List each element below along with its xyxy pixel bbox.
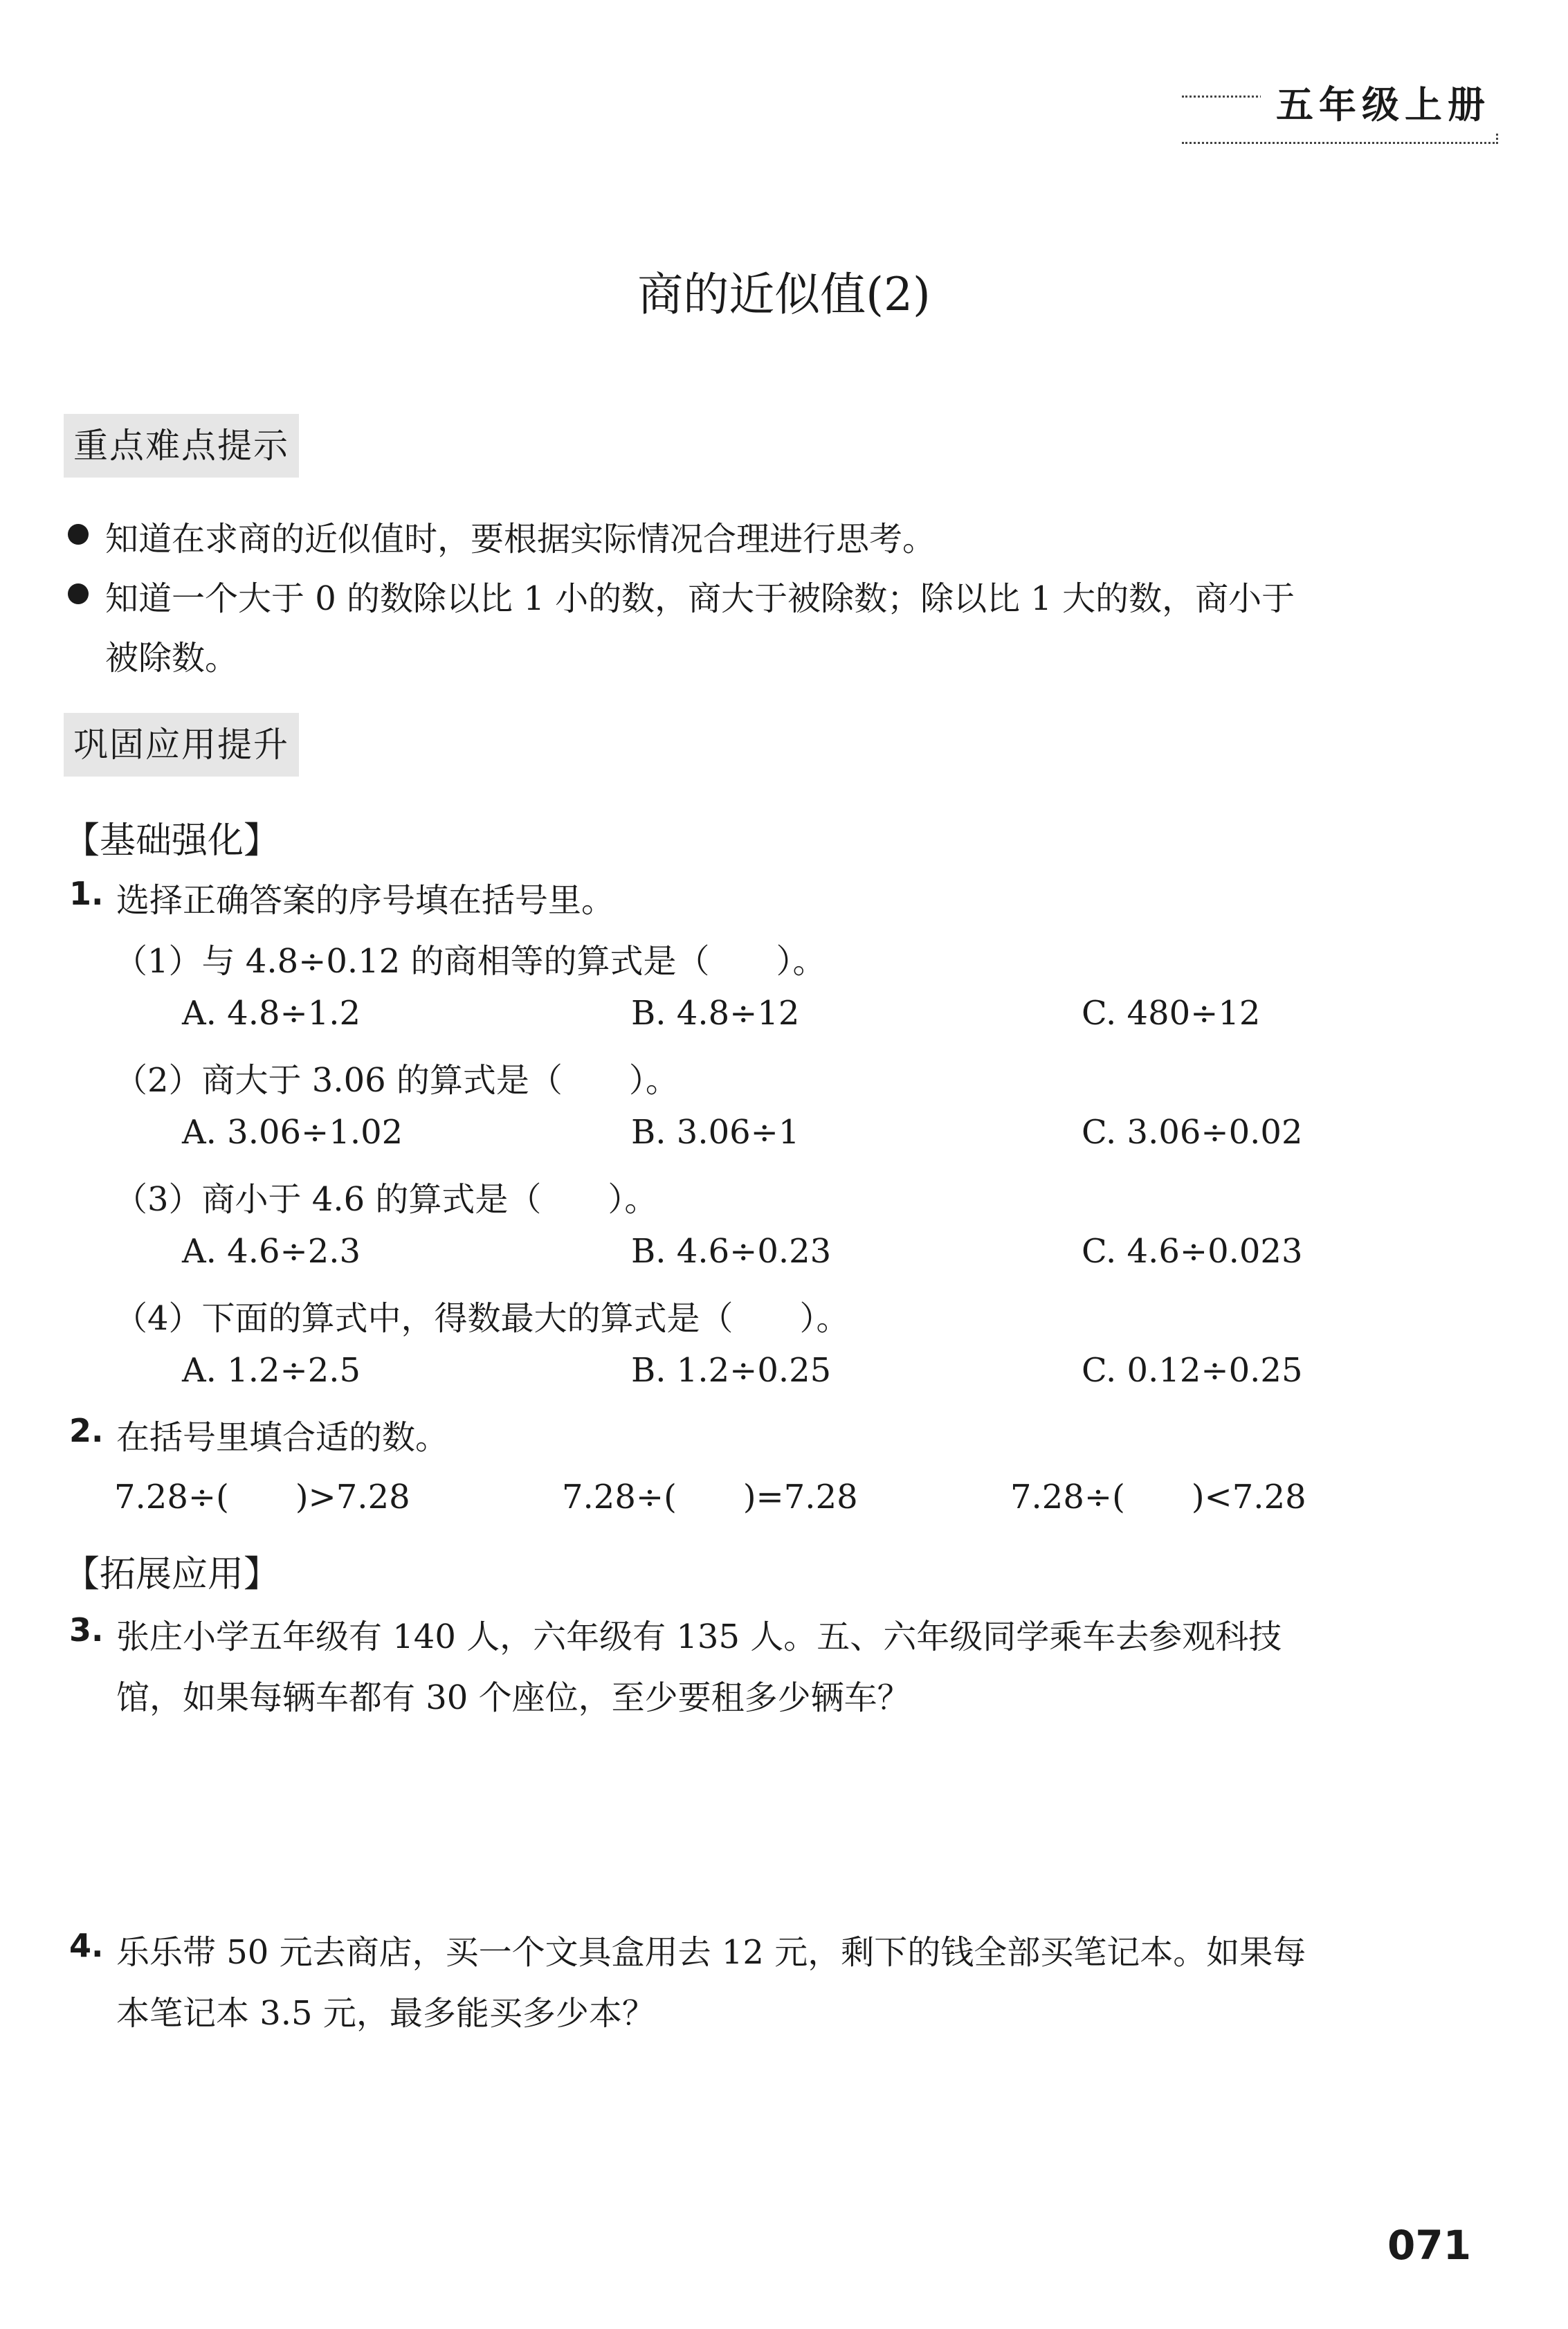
question-1-text: 选择正确答案的序号填在括号里。 <box>116 881 615 920</box>
question-4-line-2: 本笔记本 3.5 元，最多能买多少本？ <box>116 1994 655 2033</box>
question-number: 2. <box>69 1412 104 1449</box>
q1-item-2-option-b: B. 3.06÷1 <box>631 1113 800 1152</box>
bullet-icon <box>68 583 89 604</box>
q1-item-4-option-b: B. 1.2÷0.25 <box>631 1351 832 1390</box>
q1-item-4-stem: （4）下面的算式中，得数最大的算式是（ ）。 <box>114 1299 850 1338</box>
q1-item-1-option-a: A. 4.8÷1.2 <box>182 994 361 1033</box>
q1-item-2-option-a: A. 3.06÷1.02 <box>182 1113 403 1152</box>
q2-blank-3: 7.28÷( )<7.28 <box>1010 1478 1306 1516</box>
q1-item-1-option-c: C. 480÷12 <box>1082 994 1261 1033</box>
question-4-line-1: 乐乐带 50 元去商店，买一个文具盒用去 12 元，剩下的钱全部买笔记本。如果每 <box>116 1933 1306 1972</box>
key-point-2-continuation: 被除数。 <box>105 639 239 678</box>
q1-item-2-stem: （2）商大于 3.06 的算式是（ ）。 <box>114 1061 679 1100</box>
q1-item-3-option-c: C. 4.6÷0.023 <box>1082 1232 1303 1271</box>
question-2-text: 在括号里填合适的数。 <box>116 1418 449 1457</box>
extend-label: 【拓展应用】 <box>64 1554 280 1595</box>
section-heading-practice: 巩固应用提升 <box>64 713 299 777</box>
bullet-icon <box>68 524 89 545</box>
q1-item-3-option-b: B. 4.6÷0.23 <box>631 1232 832 1271</box>
question-number: 3. <box>69 1611 104 1649</box>
question-number: 1. <box>69 875 104 912</box>
q1-item-3-option-a: A. 4.6÷2.3 <box>182 1232 361 1271</box>
key-point-2: 知道一个大于 0 的数除以比 1 小的数，商大于被除数；除以比 1 大的数，商小于 <box>105 579 1295 618</box>
q1-item-1-option-b: B. 4.8÷12 <box>631 994 800 1033</box>
q1-item-4-option-c: C. 0.12÷0.25 <box>1082 1351 1303 1390</box>
question-3-line-2: 馆，如果每辆车都有 30 个座位，至少要租多少辆车？ <box>116 1678 911 1717</box>
question-number: 4. <box>69 1927 104 1964</box>
page-number: 071 <box>1387 2222 1472 2269</box>
key-point-1: 知道在求商的近似值时，要根据实际情况合理进行思考。 <box>105 520 936 559</box>
q1-item-4-option-a: A. 1.2÷2.5 <box>182 1351 361 1390</box>
section-heading-key-points: 重点难点提示 <box>64 414 299 478</box>
q2-blank-1: 7.28÷( )>7.28 <box>114 1478 410 1516</box>
page-title: 商的近似值(2) <box>637 268 931 321</box>
q1-item-3-stem: （3）商小于 4.6 的算式是（ ）。 <box>114 1180 658 1219</box>
q1-item-1-stem: （1）与 4.8÷0.12 的商相等的算式是（ ）。 <box>114 942 826 981</box>
grade-label: 五年级上册 <box>1261 78 1506 133</box>
q1-item-2-option-c: C. 3.06÷0.02 <box>1082 1113 1303 1152</box>
question-3-line-1: 张庄小学五年级有 140 人，六年级有 135 人。五、六年级同学乘车去参观科技 <box>116 1617 1282 1656</box>
basic-label: 【基础强化】 <box>64 820 280 862</box>
q2-blank-2: 7.28÷( )=7.28 <box>562 1478 858 1516</box>
